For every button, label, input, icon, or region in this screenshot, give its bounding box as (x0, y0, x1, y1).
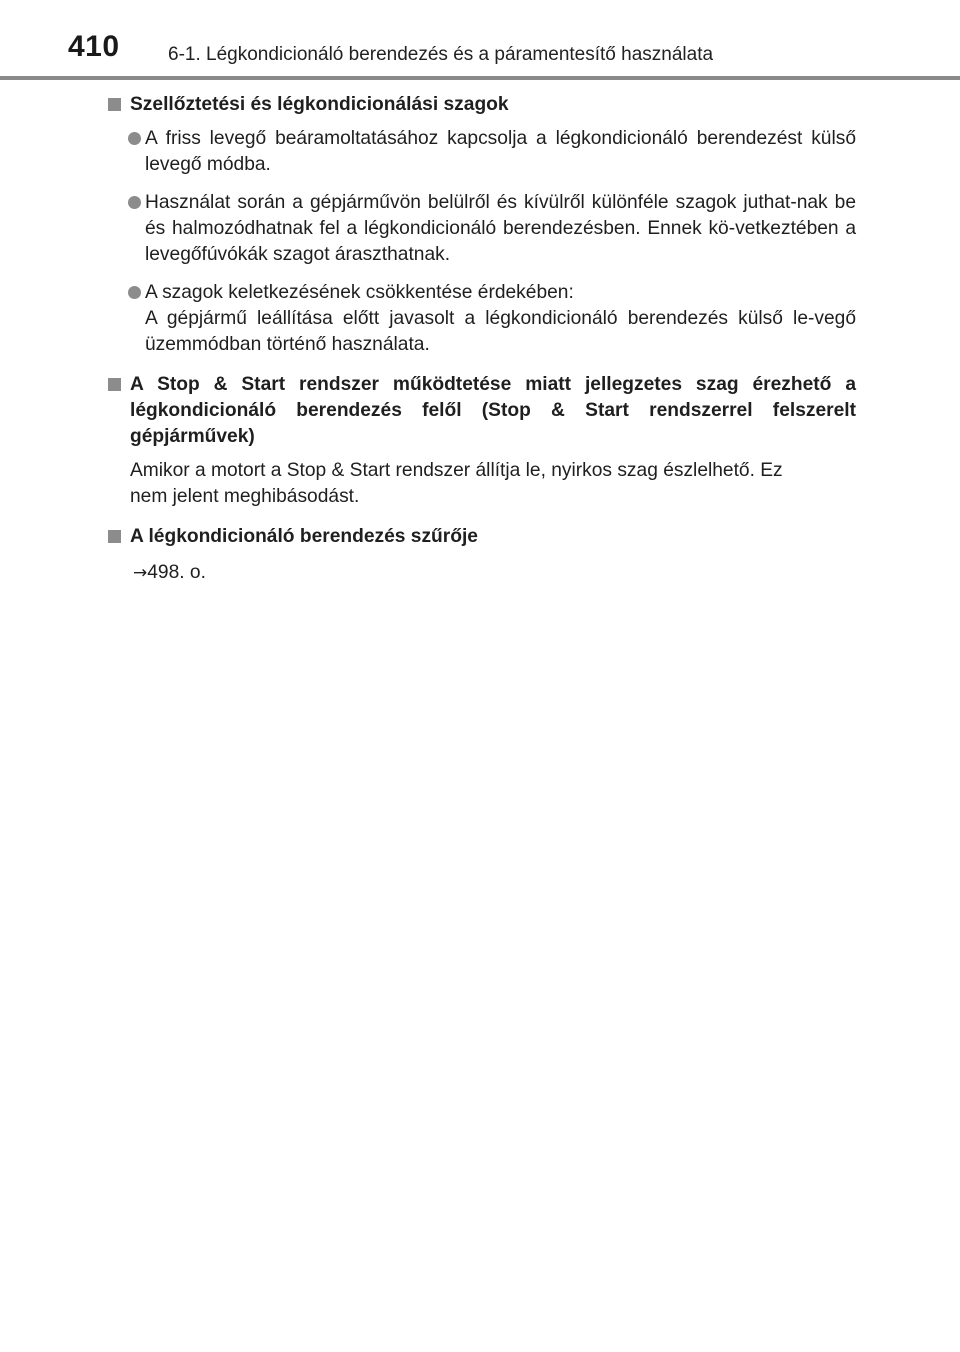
page-number: 410 (68, 30, 120, 63)
circle-bullet-icon (128, 286, 141, 299)
page-header (0, 0, 960, 80)
list-item (108, 190, 856, 268)
bullet-list (108, 126, 856, 358)
section-ventilation-odors (108, 92, 856, 358)
header-rule (0, 76, 960, 80)
circle-bullet-icon (128, 132, 141, 145)
paragraph-line: Amikor a motort a Stop & Start rendszer állítja le, nyirkos szag észlelhető. Ez (130, 460, 783, 481)
list-item-text: A gépjármű leállítása előtt javasolt a légkondicionáló berendezés külső le-vegő üzemmódban történő használata. (145, 308, 856, 355)
section-heading-text: A Stop & Start rendszer működtetése miatt jellegzetes szag érezhető a légkondicionáló berendezés felől (Stop & Start rendszerrel felszerelt gépjárművek) (130, 374, 856, 447)
square-bullet-icon (108, 378, 121, 391)
paragraph-line: nem jelent meghibásodást. (130, 486, 360, 507)
section-heading (108, 92, 856, 118)
square-bullet-icon (108, 98, 121, 111)
section-stop-start-odor (108, 372, 856, 510)
section-heading-text: Szellőztetési és légkondicionálási szagok (130, 94, 509, 115)
list-item-text: A szagok keletkezésének csökkentése érdekében: (145, 282, 574, 303)
section-ac-filter (108, 524, 856, 586)
section-heading-text: A légkondicionáló berendezés szűrője (130, 526, 478, 547)
arrow-right-icon: → (133, 563, 148, 583)
list-item (108, 126, 856, 178)
list-item (108, 280, 856, 358)
circle-bullet-icon (128, 196, 141, 209)
page-reference-text: 498. o. (147, 562, 206, 583)
list-item-text: Használat során a gépjárművön belülről és kívülről különféle szagok juthat-nak be és halmozódhatnak fel a légkondicionáló berendezésben. Ennek kö-vetkeztében a levegőfúvókák szagot áraszthatnak. (145, 192, 856, 265)
page-content (108, 92, 856, 586)
page-reference (108, 560, 856, 586)
list-item-text: A friss levegő beáramoltatásához kapcsolja a légkondicionáló berendezést külső levegő módba. (145, 128, 856, 175)
section-paragraph (108, 458, 856, 510)
section-heading (108, 524, 856, 550)
chapter-title: 6-1. Légkondicionáló berendezés és a páramentesítő használata (168, 44, 714, 65)
square-bullet-icon (108, 530, 121, 543)
section-heading (108, 372, 856, 450)
